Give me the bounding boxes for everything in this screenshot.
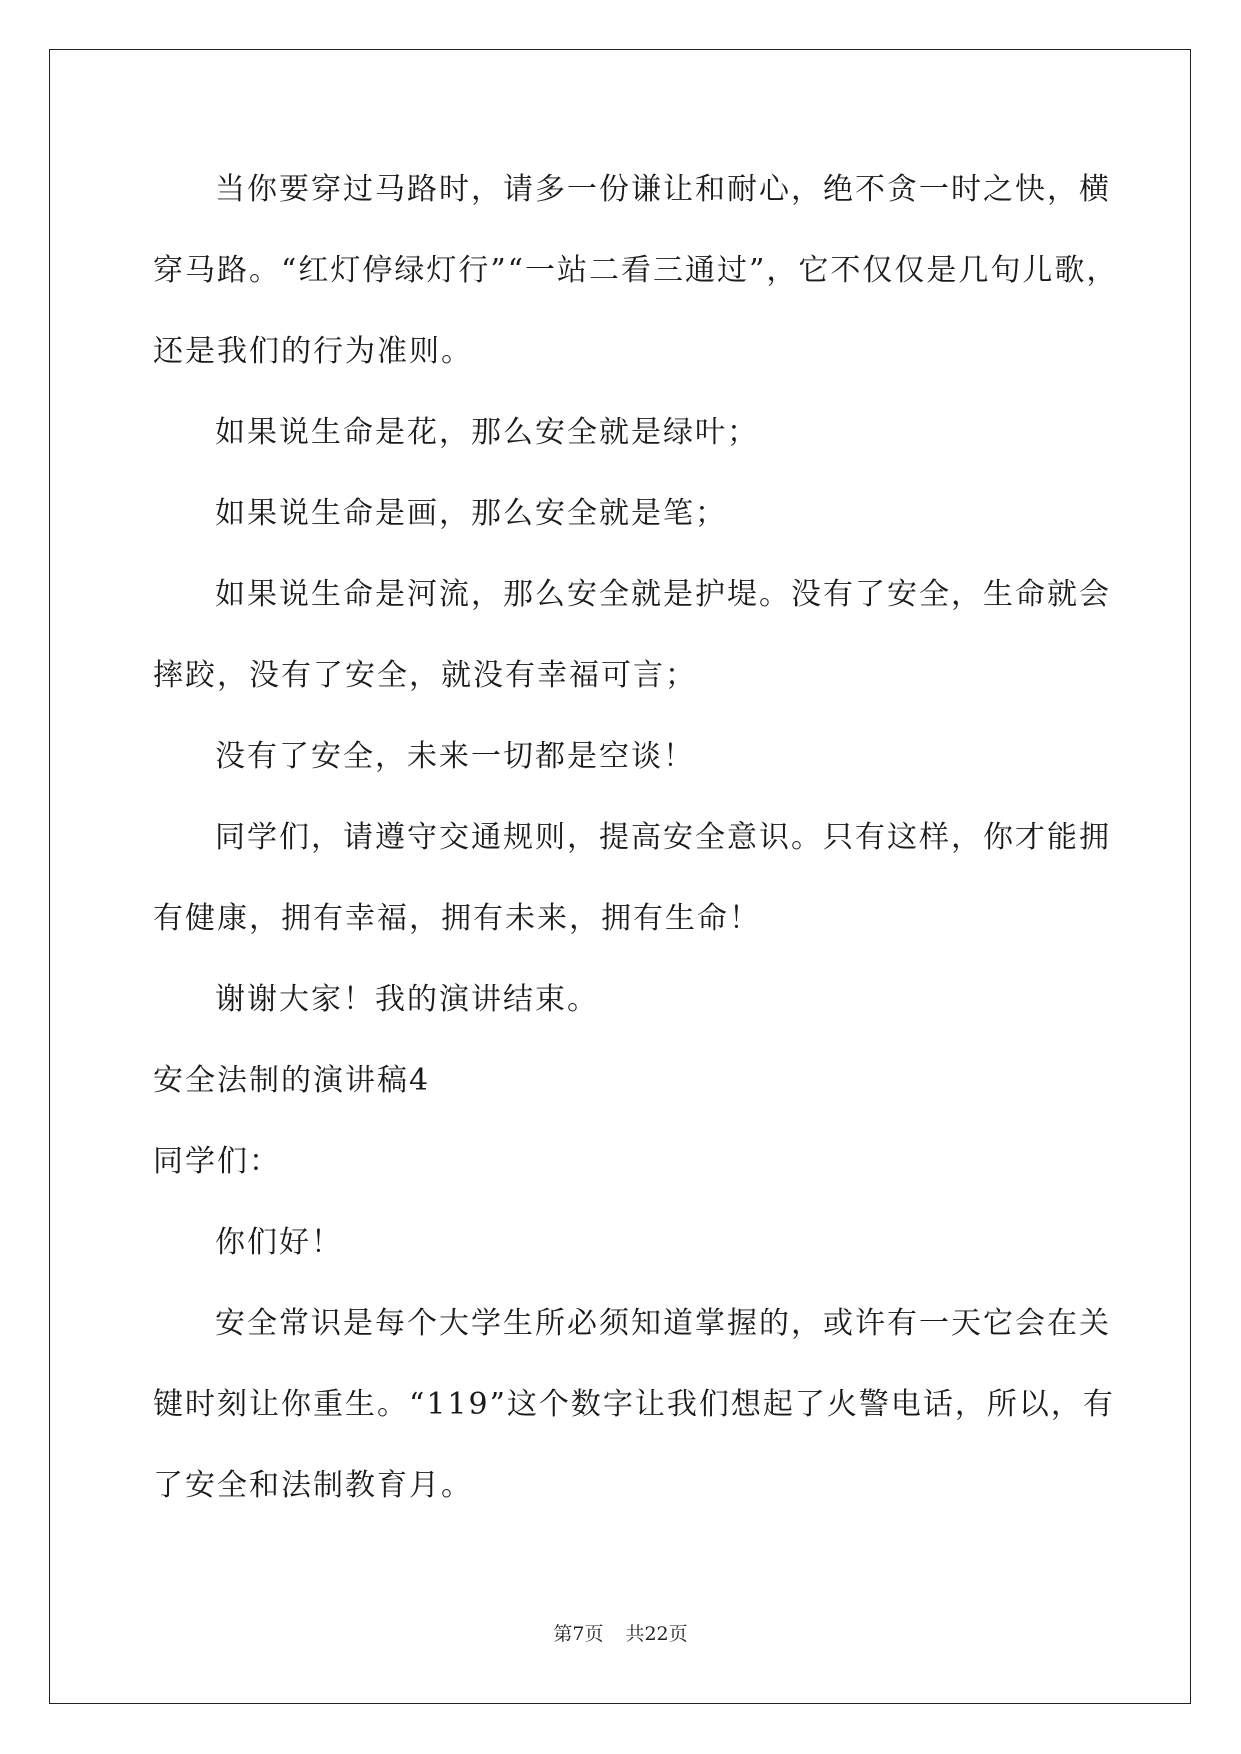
- page-footer: [0, 1622, 1241, 1646]
- paragraph-line: 如果说生命是河流，那么安全就是护堤。没有了安全，生命就会: [215, 577, 1111, 612]
- page-number-current: 第7页: [553, 1623, 604, 1645]
- paragraph-line: 谢谢大家！我的演讲结束。: [215, 982, 599, 1017]
- paragraph-line: 如果说生命是画，那么安全就是笔；: [215, 496, 727, 531]
- section-heading: 安全法制的演讲稿4: [153, 1063, 431, 1098]
- paragraph-line: 摔跤，没有了安全，就没有幸福可言；: [153, 658, 697, 693]
- paragraph-line: 有健康，拥有幸福，拥有未来，拥有生命！: [153, 901, 761, 936]
- paragraph-line: 安全常识是每个大学生所必须知道掌握的，或许有一天它会在关: [215, 1306, 1111, 1341]
- greeting: 你们好！: [215, 1225, 343, 1260]
- paragraph-line: 了安全和法制教育月。: [153, 1468, 473, 1503]
- page-number-total: 共22页: [625, 1623, 688, 1645]
- paragraph-line: 键时刻让你重生。“119”这个数字让我们想起了火警电话，所以，有: [153, 1387, 1115, 1422]
- page-border: [49, 49, 1191, 1704]
- paragraph-line: 如果说生命是花，那么安全就是绿叶；: [215, 415, 759, 450]
- paragraph-line: 穿马路。“红灯停绿灯行”“一站二看三通过”，它不仅仅是几句儿歌，: [153, 253, 1119, 288]
- salutation: 同学们：: [153, 1144, 281, 1179]
- paragraph-line: 当你要穿过马路时，请多一份谦让和耐心，绝不贪一时之快，横: [215, 172, 1111, 207]
- paragraph-line: 没有了安全，未来一切都是空谈！: [215, 739, 695, 774]
- paragraph-line: 同学们，请遵守交通规则，提高安全意识。只有这样，你才能拥: [215, 820, 1111, 855]
- paragraph-line: 还是我们的行为准则。: [153, 334, 473, 369]
